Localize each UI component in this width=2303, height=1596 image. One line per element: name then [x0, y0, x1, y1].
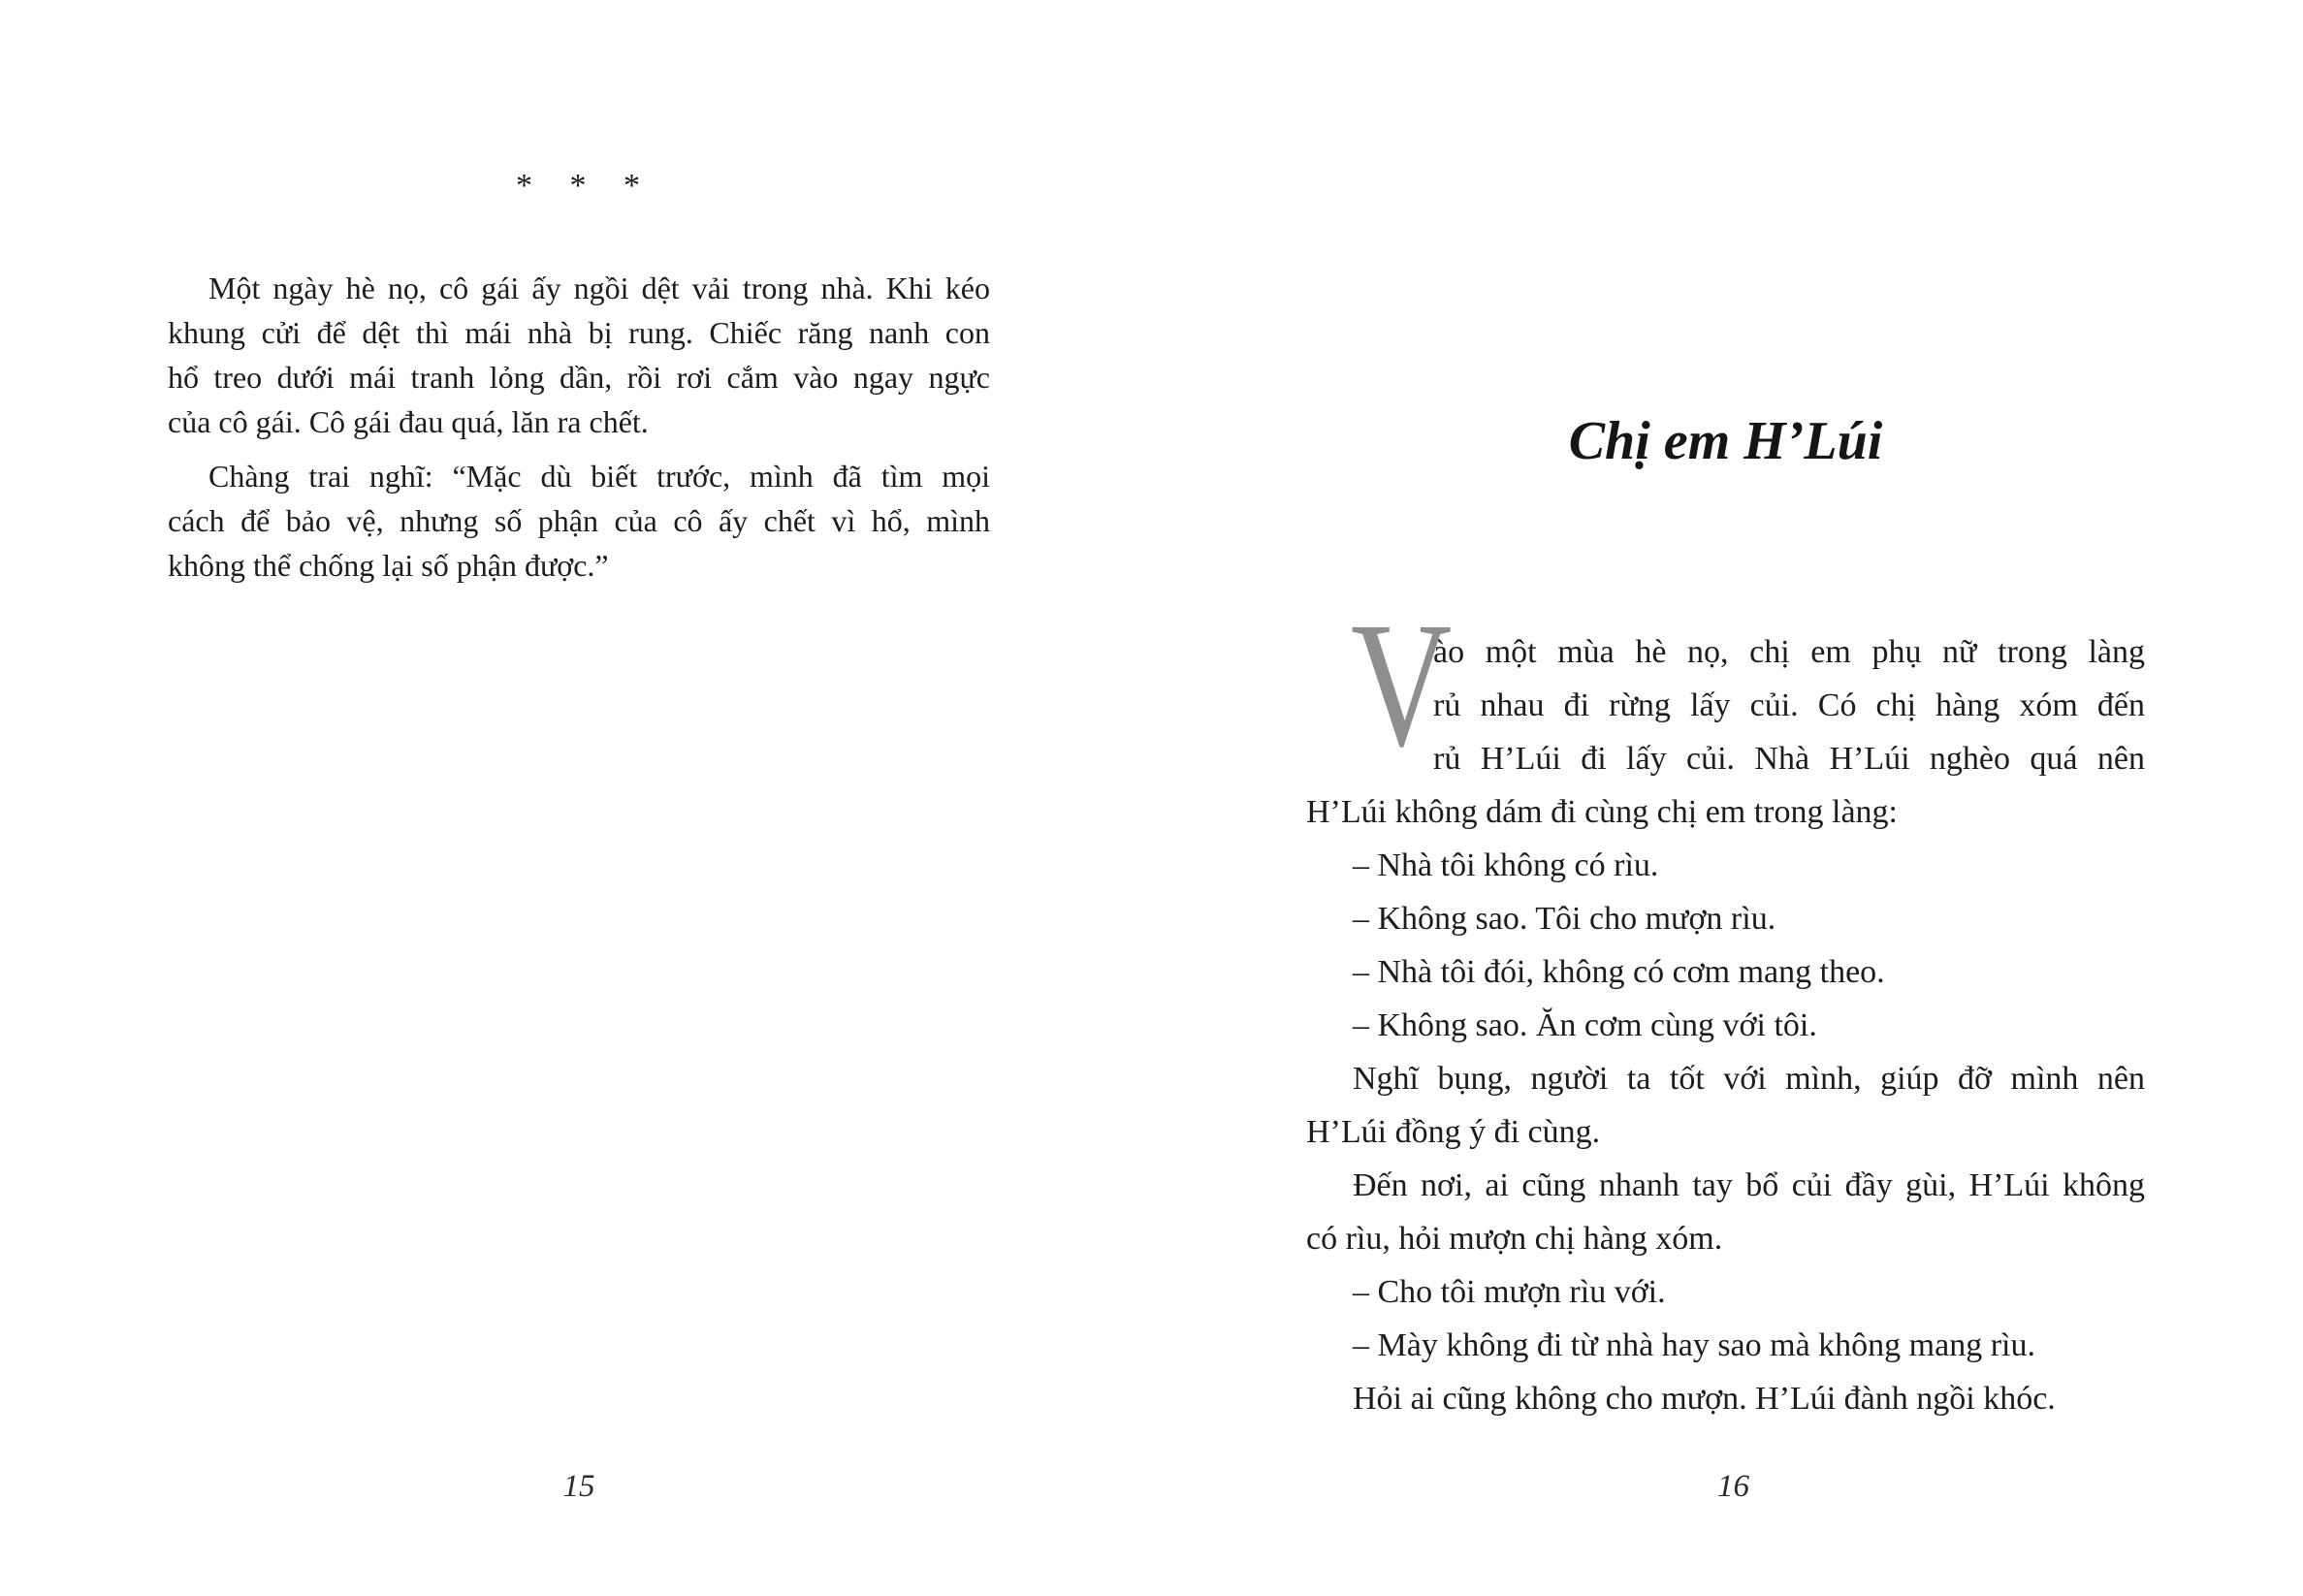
dialogue-line: – Mày không đi từ nhà hay sao mà không mang rìu.: [1353, 1327, 2035, 1363]
text-line: hổ treo dưới mái tranh lỏng dần, rồi rơi cắm vào ngay ngực: [168, 360, 990, 395]
text-line: của cô gái. Cô gái đau quá, lăn ra chết.: [168, 404, 649, 439]
text-line: Nghĩ bụng, người ta tốt với mình, giúp đỡ mình nên: [1353, 1061, 2145, 1097]
drop-cap-letter: V: [1351, 586, 1453, 784]
text-line: H’Lúi không dám đi cùng chị em trong làng:: [1306, 794, 1898, 830]
right-page-text: [1306, 586, 2145, 1425]
paragraph: [168, 454, 990, 588]
page-number-right: 16: [1717, 1469, 1749, 1504]
chapter-title: Chị em H’Lúi: [1568, 411, 1883, 471]
text-line: rủ nhau đi rừng lấy củi. Có chị hàng xóm đến: [1433, 687, 2145, 723]
text-line: Chàng trai nghĩ: “Mặc dù biết trước, mình đã tìm mọi: [208, 459, 990, 494]
text-line: ào một mùa hè nọ, chị em phụ nữ trong làng: [1433, 634, 2145, 670]
dialogue-line: – Nhà tôi không có rìu.: [1353, 847, 1659, 883]
section-separator: * * *: [516, 168, 642, 204]
text-line: H’Lúi đồng ý đi cùng.: [1306, 1114, 1601, 1150]
text-line: Một ngày hè nọ, cô gái ấy ngồi dệt vải trong nhà. Khi kéo: [208, 271, 990, 305]
text-line: rủ H’Lúi đi lấy củi. Nhà H’Lúi nghèo quá nên: [1433, 741, 2145, 777]
text-line: cách để bảo vệ, nhưng số phận của cô ấy chết vì hổ, mình: [168, 503, 990, 538]
text-line: có rìu, hỏi mượn chị hàng xóm.: [1306, 1221, 1723, 1257]
paragraph: [168, 266, 990, 444]
dialogue-line: – Nhà tôi đói, không có cơm mang theo.: [1353, 954, 1885, 990]
dialogue-line: – Không sao. Tôi cho mượn rìu.: [1353, 901, 1776, 937]
text-line: không thể chống lại số phận được.”: [168, 548, 609, 583]
dialogue-line: – Cho tôi mượn rìu với.: [1353, 1274, 1666, 1310]
text-line: Hỏi ai cũng không cho mượn. H’Lúi đành ngồi khóc.: [1353, 1381, 2056, 1417]
page-number-left: 15: [562, 1469, 595, 1504]
left-page-text: [168, 266, 990, 588]
dialogue-line: – Không sao. Ăn cơm cùng với tôi.: [1353, 1007, 1817, 1043]
text-line: Đến nơi, ai cũng nhanh tay bổ củi đầy gùi, H’Lúi không: [1353, 1167, 2145, 1203]
text-line: khung cửi để dệt thì mái nhà bị rung. Chiếc răng nanh con: [168, 315, 990, 350]
